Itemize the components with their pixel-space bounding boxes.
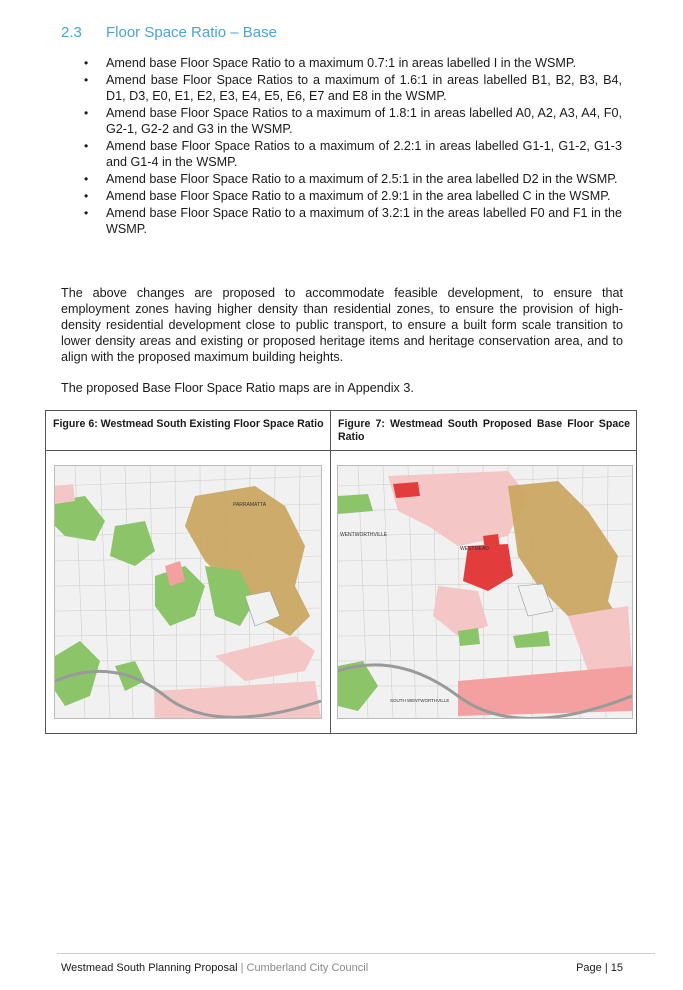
footer-organisation: Cumberland City Council (246, 962, 369, 974)
page-number: Page | 15 (576, 962, 623, 974)
map-label-center: WESTMEAD (460, 546, 489, 552)
map-label-street: PARRAMATTA (233, 502, 267, 508)
footer-document-title: Westmead South Planning Proposal (61, 962, 238, 974)
proposed-fsr-map (337, 465, 633, 719)
list-item: • Amend base Floor Space Ratio to a maximum 0.7:1 in areas labelled I in the WSMP. (84, 56, 577, 70)
existing-fsr-map-graphic (55, 466, 321, 718)
map-label-bottom: SOUTH WENTWORTHVILLE (390, 698, 450, 703)
figure-table (45, 410, 637, 734)
bullet-icon: • (84, 139, 89, 153)
list-item: • Amend base Floor Space Ratio to a maximum of 2.5:1 in the area labelled D2 in the WSMP. (84, 172, 618, 186)
section-number: 2.3 (61, 24, 82, 41)
list-item: • Amend base Floor Space Ratio to a maximum of 3.2:1 in the areas labelled F0 and F1 in the WSMP. (84, 206, 622, 236)
list-item: • Amend base Floor Space Ratios to a maximum of 1.6:1 in areas labelled B1, B2, B3, B4, D1, D3, E0, E1, E2, E3, E4, E5, E6, E7 and E8 in the WSMP. (84, 73, 622, 103)
existing-fsr-map (54, 465, 322, 719)
list-item: • Amend base Floor Space Ratios to a maximum of 1.8:1 in areas labelled A0, A2, A3, A4, F0, G2-1, G2-2 and G3 in the WSMP. (84, 106, 622, 136)
figure-7-caption: Figure 7: Westmead South Proposed Base Floor Space Ratio (331, 411, 636, 451)
footer-divider (57, 953, 655, 954)
bullet-icon: • (84, 56, 89, 70)
section-title: Floor Space Ratio – Base (106, 24, 277, 41)
list-item: • Amend base Floor Space Ratios to a maximum of 2.2:1 in areas labelled G1-1, G1-2, G1-3 and G1-4 in the WSMP. (84, 139, 622, 169)
rationale-paragraph: The above changes are proposed to accommodate feasible development, to ensure that employment zones having higher density than residential zones, to ensure the provision of high-density residential development close to public transport, to ensure a built form scale transition to lower density areas and existing or proposed heritage items and heritage conservation area, and to align with the proposed maximum building heights. (61, 286, 623, 364)
list-item: • Amend base Floor Space Ratio to a maximum of 2.9:1 in the area labelled C in the WSMP. (84, 189, 611, 203)
section-heading (61, 24, 277, 41)
footer-separator: | (240, 962, 244, 974)
footer-document-info (61, 962, 368, 974)
figure-6-cell (46, 411, 331, 733)
appendix-note: The proposed Base Floor Space Ratio maps are in Appendix 3. (61, 381, 414, 395)
bullet-icon: • (84, 106, 89, 120)
bullet-icon: • (84, 172, 89, 186)
bullet-icon: • (84, 73, 89, 87)
bullet-icon: • (84, 189, 89, 203)
figure-7-cell (331, 411, 636, 733)
bullet-icon: • (84, 206, 89, 220)
proposed-fsr-map-graphic (338, 466, 632, 718)
map-label-west: WENTWORTHVILLE (340, 532, 388, 538)
amendment-list (0, 55, 683, 238)
figure-6-caption: Figure 6: Westmead South Existing Floor Space Ratio (46, 411, 330, 451)
